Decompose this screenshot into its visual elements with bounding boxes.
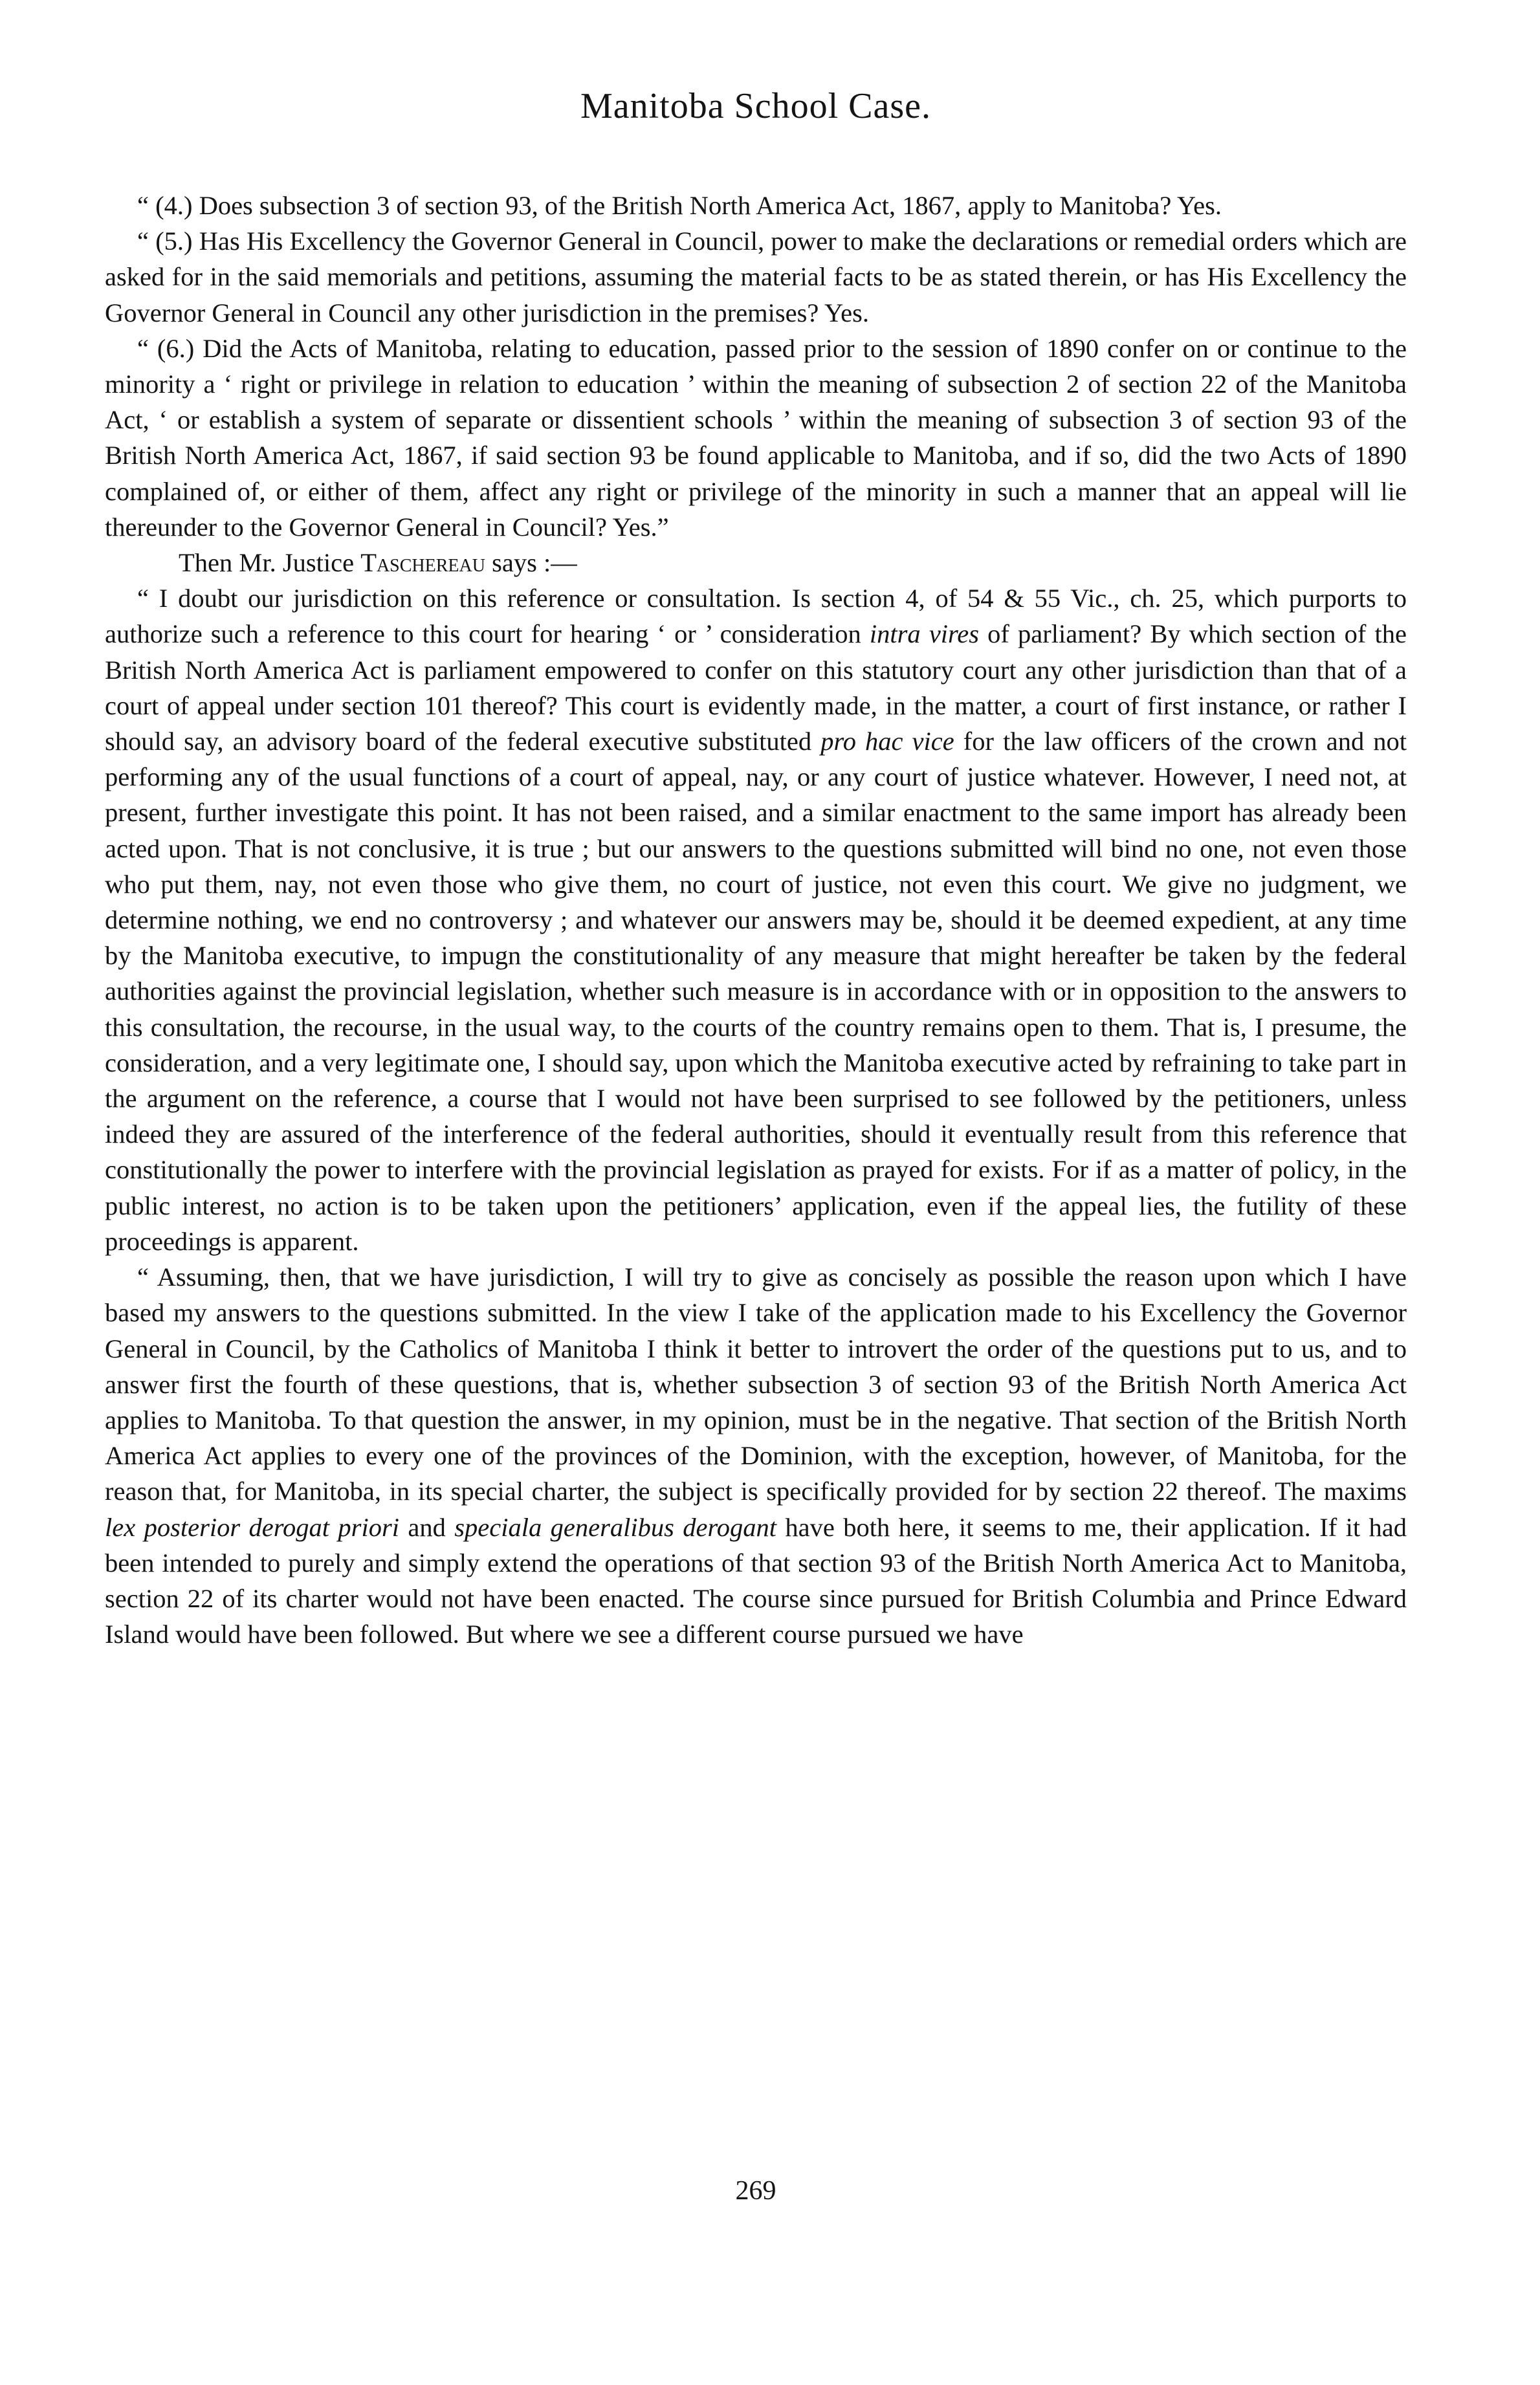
text-run: Then Mr. Justice	[179, 548, 361, 578]
text-run: “ (5.) Has His Excellency the Governor General in Council, power to make the declarations or remedial orders which are asked for in the said memorials and petitions, assuming the material facts to be as stated therein, or has His Excellency the Governor General in Council any other jurisdiction in the premises? Yes.	[105, 226, 1407, 327]
text-run: of parliament? By which section of the British North America Act is parliament empowered to confer on this statutory court any other jurisdiction than that of a court of appeal under section 101 thereof? This court is evidently made, in the matter, a court of first instance, or rather I should say, an advisory board of the federal executive substituted	[105, 619, 1407, 756]
assuming-jurisdiction-paragraph	[105, 1259, 1407, 1652]
body-text	[105, 188, 1407, 1652]
document-page	[105, 0, 1407, 2385]
text-run: and	[399, 1512, 455, 1542]
text-run: have both here, it seems to me, their application. If it had been intended to purely and simply extend the operations of that section 93 of the British North America Act to Manitoba, section 22 of its charter would not have been enacted. The course since pursued for British Columbia and Prince Edward Island would have been followed. But where we see a different course pursued we have	[105, 1512, 1407, 1649]
italic-phrase: intra vires	[869, 619, 980, 649]
text-run: “ (6.) Did the Acts of Manitoba, relating to education, passed prior to the session of 1890 confer on or continue to the minority a ‘ right or privilege in relation to education ’ within the meaning of subsection 2 of section 22 of the Manitoba Act, ‘ or establish a system of separate or dissentient schools ’ within the meaning of subsection 3 of section 93 of the British North America Act, 1867, if said section 93 be found applicable to Manitoba, and if so, did the two Acts of 1890 complained of, or either of them, affect any right or privilege of the minority in such a manner that an appeal will lie thereunder to the Governor General in Council? Yes.”	[105, 333, 1407, 542]
text-run: “ I doubt our jurisdiction on this reference or consultation. Is section 4, of 54 & 55 Vic., ch. 25, which purports to authorize such a reference to this court for hearing ‘ or ’ consideration	[105, 584, 1407, 649]
taschereau-intro-paragraph	[105, 545, 1407, 580]
question-5-paragraph	[105, 223, 1407, 331]
italic-phrase: lex posterior derogat priori	[105, 1512, 399, 1542]
judge-name: Taschereau	[360, 548, 485, 578]
running-head: Manitoba School Case.	[580, 86, 932, 126]
question-6-paragraph	[105, 331, 1407, 545]
text-run: “ Assuming, then, that we have jurisdiction, I will try to give as concisely as possible the reason upon which I have based my answers to the questions submitted. In the view I take of the application made to his Excellency the Governor General in Council, by the Catholics of Manitoba I think it better to introvert the order of the questions put to us, and to answer first the fourth of these questions, that is, whether subsection 3 of section 93 of the British North America Act applies to Manitoba. To that question the answer, in my opinion, must be in the negative. That section of the British North America Act applies to every one of the provinces of the Dominion, with the exception, however, of Manitoba, for the reason that, for Manitoba, in its special charter, the subject is specifically provided for by section 22 thereof. The maxims	[105, 1262, 1407, 1506]
text-run: says :—	[485, 548, 577, 578]
italic-phrase: pro hac vice	[820, 727, 954, 756]
page-number: 269	[735, 2176, 776, 2206]
italic-phrase: speciala generalibus derogant	[454, 1512, 776, 1542]
text-run: for the law officers of the crown and not performing any of the usual functions of a court of appeal, nay, or any court of justice whatever. However, I need not, at present, further investigate this point. It has not been raised, and a similar enactment to the same import has already been acted upon. That is not conclusive, it is true ; but our answers to the questions submitted will bind no one, not even those who put them, nay, not even those who give them, no court of justice, not even this court. We give no judgment, we determine nothing, we end no controversy ; and whatever our answers may be, should it be deemed expedient, at any time by the Manitoba executive, to impugn the constitutionality of any measure that might hereafter be taken by the federal authorities against the provincial legislation, whether such measure is in accordance with or in opposition to the answers to this consultation, the recourse, in the usual way, to the courts of the country remains open to them. That is, I presume, the consideration, and a very legitimate one, I should say, upon which the Manitoba executive acted by refraining to take part in the argument on the reference, a course that I would not have been surprised to see followed by the petitioners, unless indeed they are assured of the interference of the federal authorities, should it eventually result from this reference that constitutionally the power to interfere with the provincial legislation as prayed for exists. For if as a matter of policy, in the public interest, no action is to be taken upon the petitioners’ application, even if the appeal lies, the futility of these proceedings is apparent.	[105, 727, 1407, 1256]
text-run: “ (4.) Does subsection 3 of section 93, of the British North America Act, 1867, apply to Manitoba? Yes.	[137, 191, 1222, 220]
question-4-paragraph	[105, 188, 1407, 223]
jurisdiction-doubt-paragraph	[105, 580, 1407, 1259]
